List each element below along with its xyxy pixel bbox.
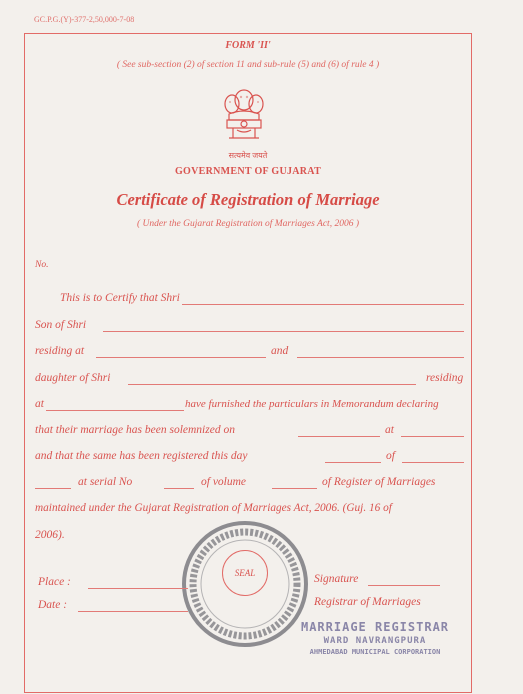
- body-line-7b: of: [386, 450, 395, 462]
- body-line-8b: of volume: [201, 476, 247, 488]
- body-line-3a: residing at: [35, 345, 85, 357]
- place-blank[interactable]: [88, 588, 188, 589]
- body-line-7a: and that the same has been registered this day: [35, 450, 248, 462]
- solemnized-place-blank[interactable]: [401, 436, 464, 437]
- registrar-stamp: [290, 620, 460, 656]
- government-name: GOVERNMENT OF GUJARAT: [174, 166, 322, 177]
- stamp-line-1: MARRIAGE REGISTRAR: [300, 620, 450, 634]
- body-line-5b: have furnished the particulars in Memorandum declaring: [185, 398, 439, 410]
- certificate-title: Certificate of Registration of Marriage: [116, 190, 380, 209]
- registrar-label: Registrar of Marriages: [314, 596, 421, 608]
- body-line-8a: at serial No: [78, 476, 133, 488]
- body-line-4b: residing: [426, 372, 464, 384]
- registered-day-blank[interactable]: [325, 462, 381, 463]
- body-line-2: Son of Shri: [35, 319, 87, 331]
- body-line-10: 2006).: [35, 529, 65, 541]
- form-title: FORM 'II': [225, 40, 271, 51]
- signature-label: Signature: [314, 573, 359, 585]
- body-line-5a: at: [35, 398, 44, 410]
- body-line-1: This is to Certify that Shri: [60, 292, 180, 304]
- national-emblem-icon: [221, 86, 267, 148]
- stamp-line-3: AHMEDABAD MUNICIPAL CORPORATION: [309, 648, 441, 656]
- certificate-number-label: No.: [35, 260, 49, 270]
- solemnized-date-blank[interactable]: [298, 436, 380, 437]
- seal-label: SEAL: [222, 550, 268, 596]
- body-line-6a: that their marriage has been solemnized on: [35, 424, 235, 436]
- body-line-3b: and: [271, 345, 289, 357]
- husband-name-blank[interactable]: [182, 304, 464, 305]
- body-line-8c: of Register of Marriages: [322, 476, 436, 488]
- wife-name-blank[interactable]: [297, 357, 464, 358]
- wife-residence-blank[interactable]: [46, 410, 184, 411]
- date-label: Date :: [38, 599, 68, 611]
- husband-residence-blank[interactable]: [96, 357, 266, 358]
- body-line-4a: daughter of Shri: [35, 372, 111, 384]
- serial-no-blank[interactable]: [164, 488, 194, 489]
- body-line-6b: at: [385, 424, 394, 436]
- wife-father-blank[interactable]: [128, 384, 416, 385]
- registered-month-blank[interactable]: [402, 462, 464, 463]
- year-blank[interactable]: [35, 488, 71, 489]
- body-line-9: maintained under the Gujarat Registration of Marriages Act, 2006. (Guj. 16 of: [35, 502, 392, 514]
- signature-blank[interactable]: [368, 585, 440, 586]
- emblem-motto: सत्यमेव जयते: [228, 151, 268, 160]
- form-subtitle: ( See sub-section (2) of section 11 and sub-rule (5) and (6) of rule 4 ): [116, 60, 380, 70]
- place-label: Place :: [38, 576, 71, 588]
- act-subtitle: ( Under the Gujarat Registration of Marriages Act, 2006 ): [136, 219, 359, 229]
- date-blank[interactable]: [78, 611, 188, 612]
- volume-blank[interactable]: [272, 488, 317, 489]
- print-code: GC.P.G.(Y)-377-2,50,000-7-08: [34, 15, 135, 24]
- husband-father-blank[interactable]: [103, 331, 464, 332]
- stamp-line-2: WARD NAVRANGPURA: [323, 636, 427, 646]
